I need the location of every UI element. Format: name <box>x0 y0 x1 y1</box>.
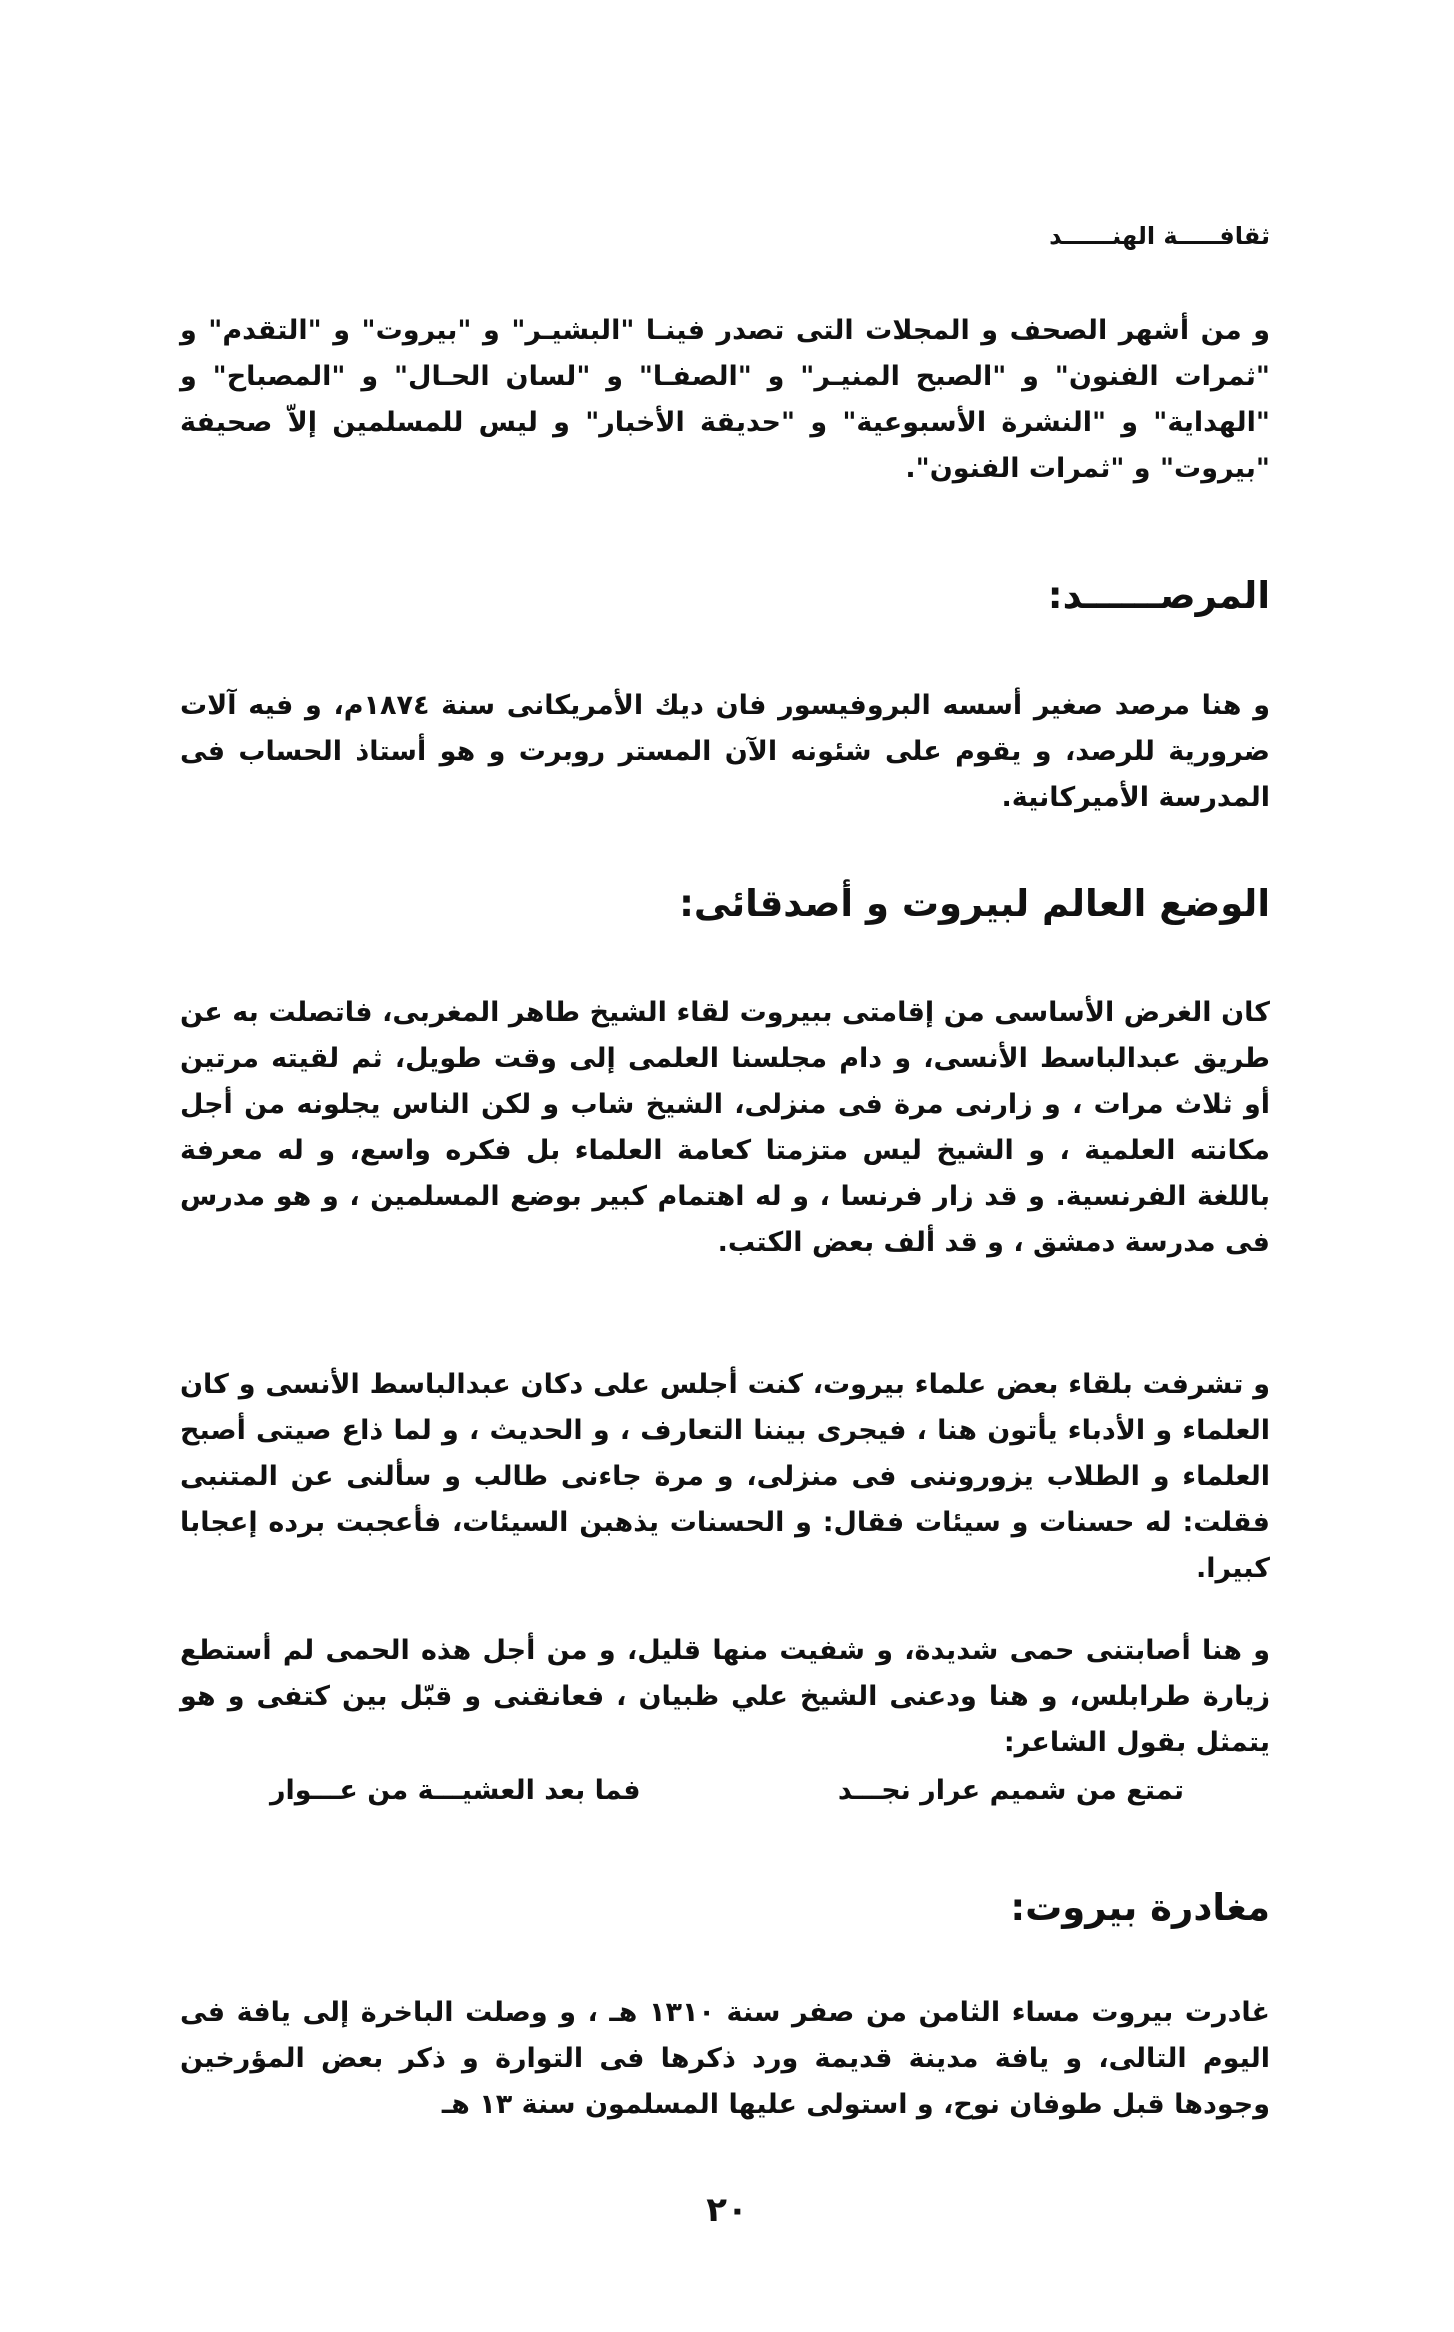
beirut-paragraph-2: و تشرفت بلقاء بعض علماء بيروت، كنت أجلس على دكان عبدالباسط الأنسى و كان العلماء و الأدباء يأتون هنا ، فيجرى بيننا التعارف ، و الحديث ، و لما ذاع صيتى أصبح العلماء و الطلاب يزوروننى فى منزلى، و مرة جاءنى طالب و سألنى عن المتنبى فقلت: له حسنات و سيئات فقال: و الحسنات يذهبن السيئات، فأعجبت برده إعجابا كبيرا. <box>180 1369 1270 1584</box>
verse-second-hemistich: فما بعد العشيـــة من عـــوار <box>270 1775 641 1806</box>
beirut-paragraph-3: و هنا أصابتنى حمى شديدة، و شفيت منها قليل، و من أجل هذه الحمى لم أستطع زيارة طرابلس، و هنا ودعنى الشيخ علي ظبيان ، فعانقنى و قبّل بين كتفى و هو يتمثل بقول الشاعر: <box>180 1635 1270 1758</box>
beirut-paragraph-1: كان الغرض الأساسى من إقامتى ببيروت لقاء الشيخ طاهر المغربى، فاتصلت به عن طريق عبدالباسط الأنسى، و دام مجلسنا العلمى إلى وقت طويل، ثم لقيته مرتين أو ثلاث مرات ، و زارنى مرة فى منزلى، الشيخ شاب و لكن الناس يجلونه من أجل مكانته العلمية ، و الشيخ ليس متزمتا كعامة العلماء بل فكره واسع، و له معرفة باللغة الفرنسية. و قد زار فرنسا ، و له اهتمام كبير بوضع المسلمين ، و هو مدرس فى مدرسة دمشق ، و قد ألف بعض الكتب. <box>180 997 1270 1258</box>
heading-beirut-situation: الوضع العالم لبيروت و أصدقائى: <box>679 882 1270 925</box>
intro-paragraph: و من أشهر الصحف و المجلات التى تصدر فينـا "البشيـر" و "بيروت" و "التقدم" و "ثمرات الفنون" و "الصبح المنيـر" و "الصفـا" و "لسان الحـال" و "المصباح" و "الهداية" و "النشرة الأسبوعية" و "حديقة الأخبار" و ليس للمسلمين إلاّ صحيفة "بيروت" و "ثمرات الفنون". <box>180 315 1270 484</box>
running-head: ثقافـــــة الهنــــــد <box>1049 222 1270 250</box>
verse-first-hemistich: تمتع من شميم عرار نجـــد <box>837 1775 1184 1806</box>
heading-observatory: المرصــــــد: <box>1047 574 1270 617</box>
heading-departure: مغادرة بيروت: <box>1010 1886 1270 1929</box>
poetry-verse <box>270 1775 1184 1806</box>
observatory-paragraph: و هنا مرصد صغير أسسه البروفيسور فان ديك الأمريكانى سنة ١٨٧٤م، و فيه آلات ضرورية للرصد، و يقوم على شئونه الآن المستر روبرت و هو أستاذ الحساب فى المدرسة الأميركانية. <box>180 690 1270 813</box>
departure-paragraph: غادرت بيروت مساء الثامن من صفر سنة ١٣١٠ هـ ، و وصلت الباخرة إلى يافة فى اليوم التالى، و يافة مدينة قديمة ورد ذكرها فى التوارة و ذكر بعض المؤرخين وجودها قبل طوفان نوح، و استولى عليها المسلمون سنة ١٣ هـ <box>180 1997 1271 2120</box>
page-number: ٢٠ <box>706 2190 748 2230</box>
